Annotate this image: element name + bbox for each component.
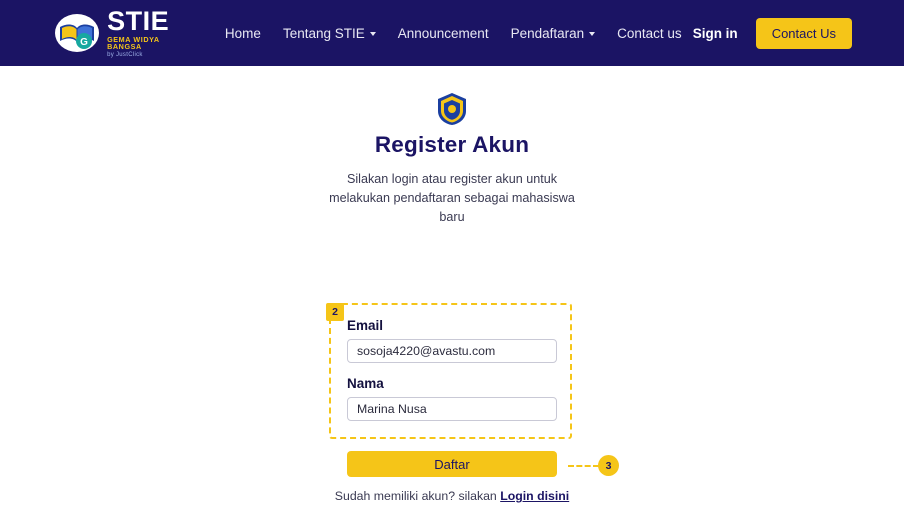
nav-actions	[693, 18, 904, 49]
nav-item-announcement-label: Announcement	[397, 25, 489, 41]
page-lead-text: Silakan login atau register akun untuk melakukan pendaftaran sebagai mahasiswa baru	[329, 171, 575, 224]
field-spacer	[347, 363, 557, 376]
nav-links	[214, 20, 693, 47]
register-header	[322, 92, 582, 227]
email-field-label: Email	[347, 318, 384, 333]
brand-tagline: by JustClick	[107, 51, 143, 58]
annotation-badge-3: 3	[598, 455, 619, 476]
annotation-connector-3	[568, 465, 599, 467]
university-seal-icon	[435, 92, 469, 126]
nama-input[interactable]	[347, 397, 557, 421]
nav-item-tentang-stie-label: Tentang STIE	[282, 25, 365, 41]
nav-item-announcement[interactable]	[387, 20, 500, 47]
chevron-down-icon	[589, 32, 595, 36]
register-form	[347, 318, 557, 421]
brand-title: STIE	[107, 6, 170, 37]
stie-book-logo-icon	[54, 11, 100, 55]
nav-left-spacer	[0, 33, 54, 34]
nav-item-contact-us-label: Contact us	[617, 25, 682, 41]
sign-in-link[interactable]: Sign in	[692, 25, 738, 41]
nav-item-tentang-stie[interactable]	[272, 20, 387, 47]
main-content	[0, 66, 904, 503]
contact-us-button[interactable]: Contact Us	[756, 18, 852, 49]
nama-field-label: Nama	[347, 376, 384, 391]
annotation-badge-2: 2	[326, 303, 344, 321]
brand-logo-link[interactable]	[54, 6, 192, 58]
nav-item-contact-us[interactable]	[606, 20, 693, 47]
login-footnote-text: Sudah memiliki akun? silakan	[334, 489, 501, 503]
nav-item-pendaftaran[interactable]	[500, 20, 607, 47]
brand-text-block	[107, 8, 192, 58]
top-navbar	[0, 0, 904, 66]
nav-item-home[interactable]	[214, 20, 272, 47]
daftar-submit-button[interactable]: Daftar	[347, 451, 557, 477]
svg-text:G: G	[80, 37, 88, 48]
brand-subtitle: GEMA WIDYA BANGSA	[107, 35, 160, 52]
page-title: Register Akun	[374, 132, 530, 157]
nav-item-pendaftaran-label: Pendaftaran	[510, 25, 585, 41]
login-disini-link[interactable]: Login disini	[500, 489, 570, 503]
email-input[interactable]	[347, 339, 557, 363]
nav-item-home-label: Home	[224, 25, 261, 41]
chevron-down-icon	[370, 32, 376, 36]
login-footnote	[302, 487, 602, 506]
